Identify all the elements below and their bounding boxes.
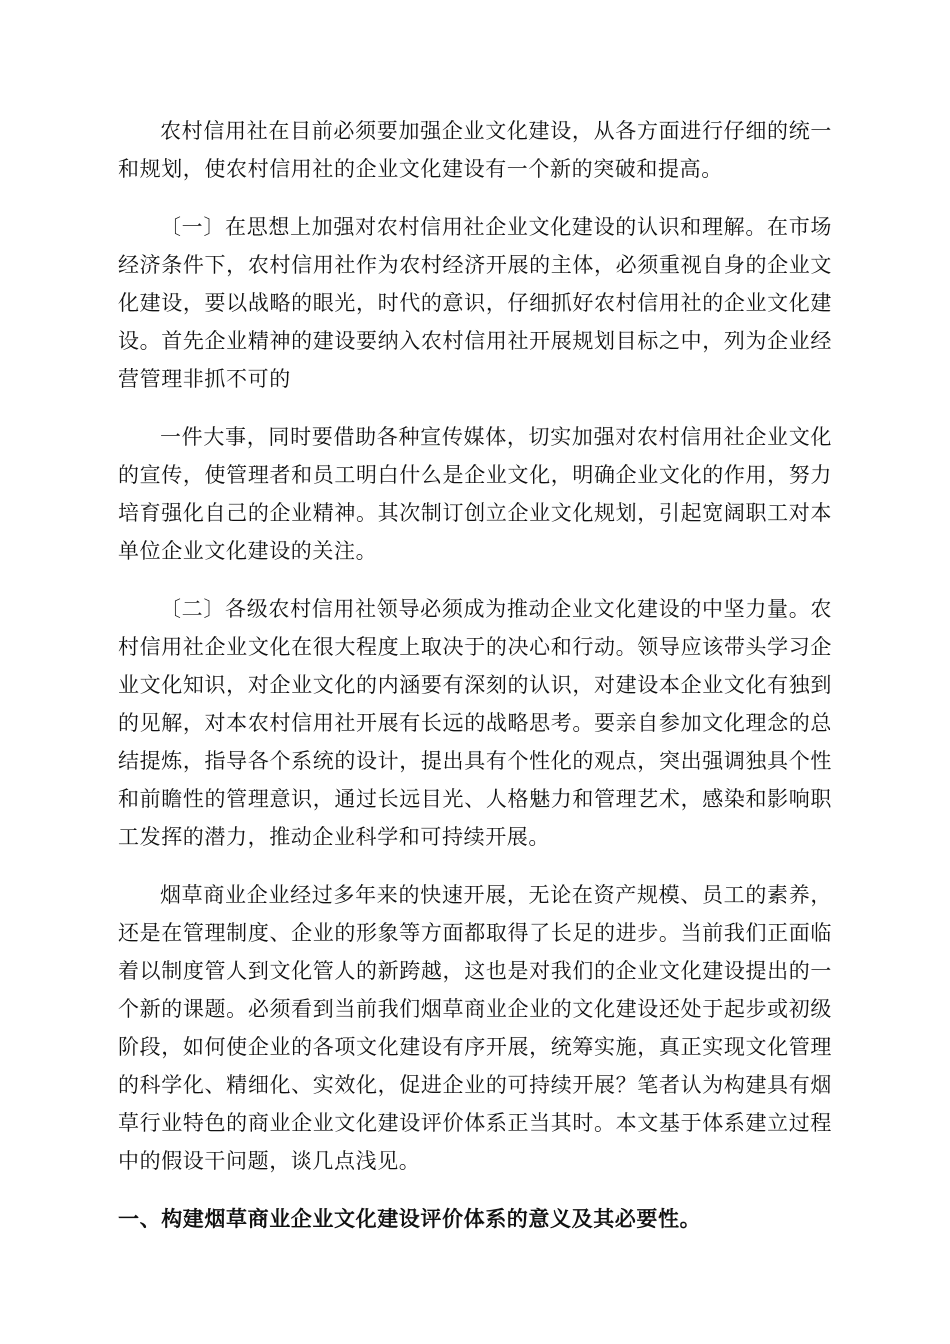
section-heading: 一、构建烟草商业企业文化建设评价体系的意义及其必要性。 <box>118 1206 702 1231</box>
paragraph-2: 〔一〕在思想上加强对农村信用社企业文化建设的认识和理解。在市场经济条件下，农村信用社作为农村经济开展的主体，必须重视自身的企业文化建设，要以战略的眼光，时代的意识，仔细抓好农村信用社的企业文化建设。首先企业精神的建设要纳入农村信用社开展规划目标之中，列为企业经营管理非抓不可的 <box>118 215 832 391</box>
document-body <box>118 112 832 1238</box>
paragraph-4: 〔二〕各级农村信用社领导必须成为推动企业文化建设的中坚力量。农村信用社企业文化在很大程度上取决于的决心和行动。领导应该带头学习企业文化知识，对企业文化的内涵要有深刻的认识，对建设本企业文化有独到的见解，对本农村信用社开展有长远的战略思考。要亲自参加文化理念的总结提炼，指导各个系统的设计，提出具有个性化的观点，突出强调独具个性和前瞻性的管理意识，通过长远目光、人格魅力和管理艺术，感染和影响职工发挥的潜力，推动企业科学和可持续开展。 <box>118 597 832 849</box>
paragraph-3: 一件大事，同时要借助各种宣传媒体，切实加强对农村信用社企业文化的宣传，使管理者和员工明白什么是企业文化，明确企业文化的作用，努力培育强化自己的企业精神。其次制订创立企业文化规划，引起宽阔职工对本单位企业文化建设的关注。 <box>118 425 832 563</box>
paragraph-1: 农村信用社在目前必须要加强企业文化建设，从各方面进行仔细的统一和规划，使农村信用社的企业文化建设有一个新的突破和提高。 <box>118 119 832 181</box>
paragraph-5: 烟草商业企业经过多年来的快速开展，无论在资产规模、员工的素养，还是在管理制度、企业的形象等方面都取得了长足的进步。当前我们正面临着以制度管人到文化管人的新跨越，这也是对我们的企业文化建设提出的一个新的课题。必须看到当前我们烟草商业企业的文化建设还处于起步或初级阶段，如何使企业的各项文化建设有序开展，统筹实施，真正实现文化管理的科学化、精细化、实效化，促进企业的可持续开展？笔者认为构建具有烟草行业特色的商业企业文化建设评价体系正当其时。本文基于体系建立过程中的假设干问题，谈几点浅见。 <box>118 883 832 1173</box>
